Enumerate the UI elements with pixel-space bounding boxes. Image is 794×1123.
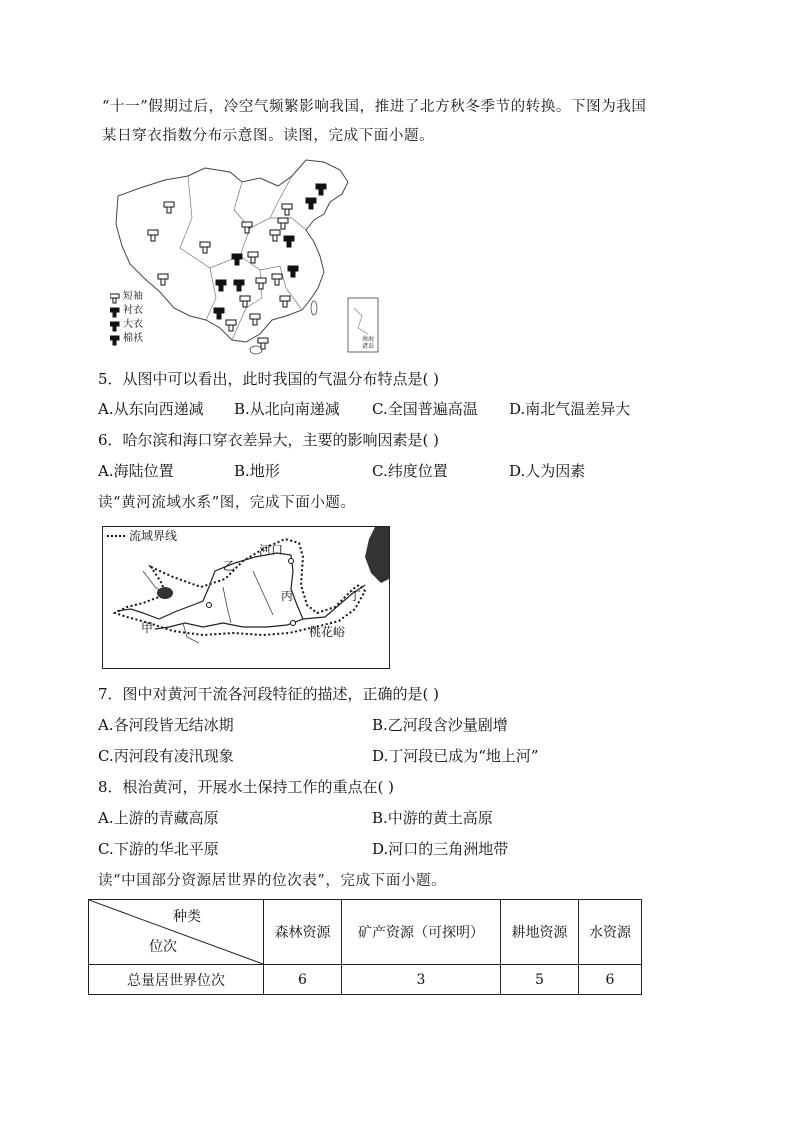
q5-option-c[interactable]: C.全国普遍高温: [372, 400, 478, 418]
label-hekou: 河口: [259, 543, 284, 557]
label-bing: 丙: [281, 589, 294, 603]
legend-item-short-sleeve: 短袖: [123, 291, 143, 302]
q7-option-a[interactable]: A.各河段皆无结冰期: [98, 716, 234, 734]
label-taohuayu: 桃花峪: [309, 625, 346, 639]
china-map-figure: [110, 158, 380, 358]
q6-option-c[interactable]: C.纬度位置: [372, 462, 448, 480]
table-corner-cell: [89, 900, 264, 965]
yellow-river-map: [102, 526, 390, 669]
table-cell: 6: [264, 965, 342, 995]
map-legend: [123, 290, 143, 346]
corner-top-label: 种类: [173, 909, 201, 925]
table-row-label: 总量居世界位次: [89, 965, 264, 995]
q8-option-d[interactable]: D.河口的三角洲地带: [372, 840, 509, 858]
legend-item-shirt: 衬衣: [123, 305, 143, 316]
inset-label: 南海诸岛: [362, 336, 375, 350]
resource-ranking-table: [88, 899, 642, 995]
intro-resources: 读“中国部分资源居世界的位次表”，完成下面小题。: [98, 873, 447, 889]
q7-stem: 7．图中对黄河干流各河段特征的描述，正确的是( ): [98, 685, 440, 703]
q6-option-a[interactable]: A.海陆位置: [98, 462, 174, 480]
q7-option-d[interactable]: D.丁河段已成为“地上河”: [372, 747, 539, 765]
intro-yellow-river: 读“黄河流域水系”图，完成下面小题。: [98, 495, 356, 511]
intro-line-2: 某日穿衣指数分布示意图。读图，完成下面小题。: [102, 128, 435, 144]
label-ding: 丁: [349, 589, 362, 603]
legend-item-padded-jacket: 棉袄: [123, 333, 143, 344]
q5-option-d[interactable]: D.南北气温差异大: [509, 400, 631, 418]
table-row: [89, 965, 642, 995]
clothing-index-map: [110, 158, 380, 358]
q7-option-c[interactable]: C.丙河段有凌汛现象: [98, 747, 234, 765]
label-yi: 乙: [223, 559, 236, 573]
q6-option-d[interactable]: D.人为因素: [509, 462, 586, 480]
table-header: 矿产资源（可探明）: [342, 900, 501, 965]
table-cell: 5: [501, 965, 579, 995]
q6-option-b[interactable]: B.地形: [234, 462, 280, 480]
q5-stem: 5．从图中可以看出，此时我国的气温分布特点是( ): [98, 370, 440, 388]
q7-option-b[interactable]: B.乙河段含沙量剧增: [372, 716, 508, 734]
q8-option-a[interactable]: A.上游的青藏高原: [98, 809, 219, 827]
q8-option-c[interactable]: C.下游的华北平原: [98, 840, 219, 858]
map-legend-boundary: 流域界线: [129, 529, 178, 543]
river-map-figure: [103, 527, 389, 668]
intro-line-1: “十一”假期过后，冷空气频繁影响我国，推进了北方秋冬季节的转换。下图为我国: [102, 99, 647, 115]
label-jia: 甲: [141, 621, 154, 635]
table-header: 水资源: [579, 900, 642, 965]
q8-stem: 8．根治黄河，开展水土保持工作的重点在( ): [98, 778, 395, 796]
table-header: 森林资源: [264, 900, 342, 965]
legend-item-coat: 大衣: [123, 319, 143, 330]
q5-option-b[interactable]: B.从北向南递减: [234, 400, 340, 418]
q5-option-a[interactable]: A.从东向西递减: [98, 400, 204, 418]
table-header: 耕地资源: [501, 900, 579, 965]
table-header-row: [89, 900, 642, 965]
q6-stem: 6．哈尔滨和海口穿衣差异大，主要的影响因素是( ): [98, 431, 440, 449]
table-cell: 3: [342, 965, 501, 995]
corner-bottom-label: 位次: [149, 939, 177, 955]
q8-option-b[interactable]: B.中游的黄土高原: [372, 809, 493, 827]
table-cell: 6: [579, 965, 642, 995]
